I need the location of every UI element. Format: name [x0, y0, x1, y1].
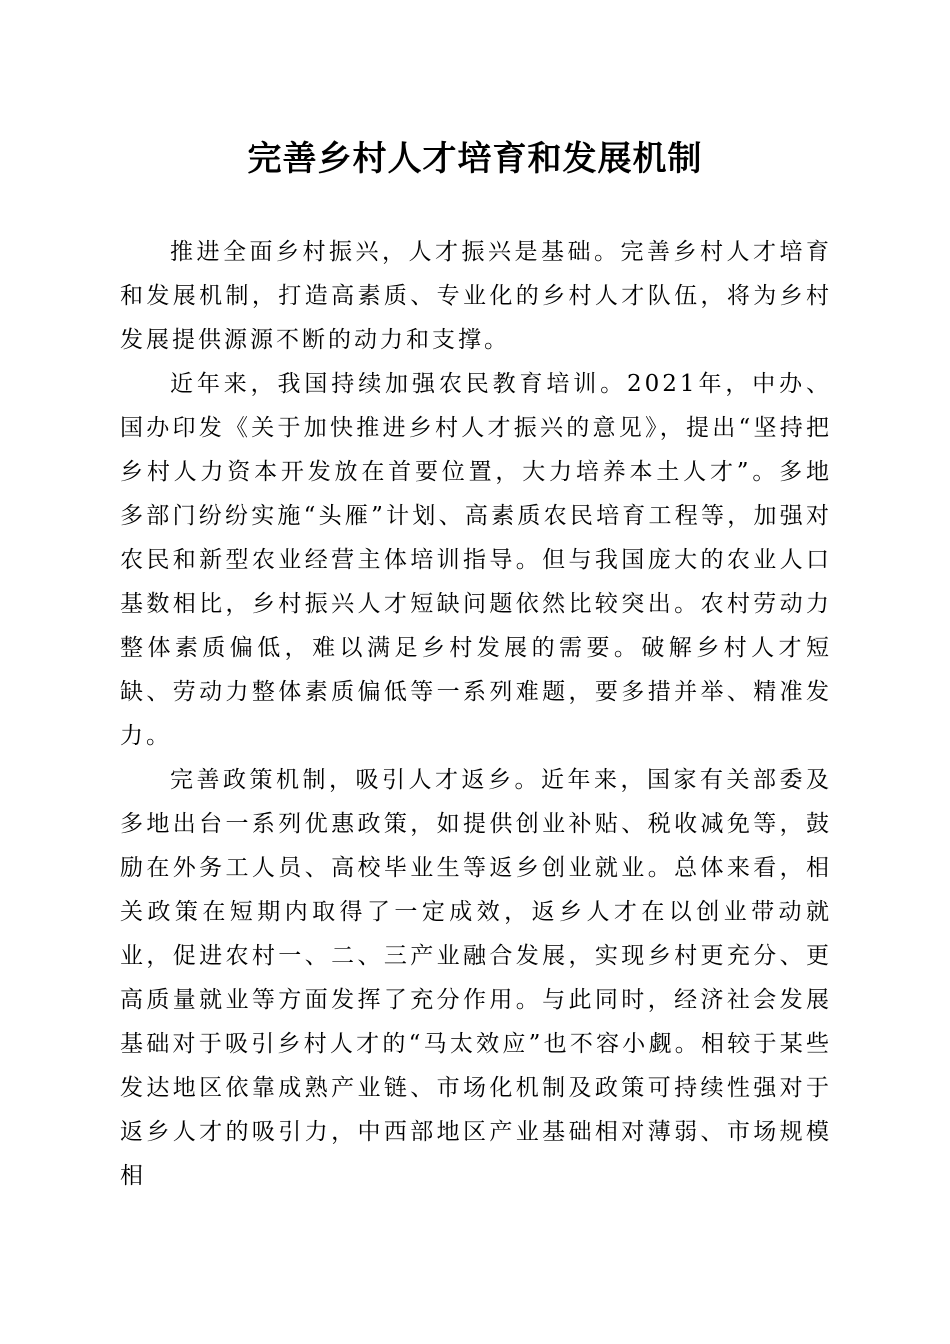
paragraph-1: 推进全面乡村振兴，人才振兴是基础。完善乡村人才培育和发展机制，打造高素质、专业化的乡村人才队伍，将为乡村发展提供源源不断的动力和支撑。 — [120, 239, 832, 353]
paragraph-2: 近年来，我国持续加强农民教育培训。2021年，中办、国办印发《关于加快推进乡村人才振兴的意见》，提出“坚持把乡村人力资本开发放在首要位置，大力培养本土人才”。多地多部门纷纷实施“头雁”计划、高素质农民培育工程等，加强对农民和新型农业经营主体培训指导。但与我国庞大的农业人口基数相比，乡村振兴人才短缺问题依然比较突出。农村劳动力整体素质偏低，难以满足乡村发展的需要。破解乡村人才短缺、劳动力整体素质偏低等一系列难题，要多措并举、精准发力。 — [120, 371, 832, 749]
paragraph-3: 完善政策机制，吸引人才返乡。近年来，国家有关部委及多地出台一系列优惠政策，如提供创业补贴、税收减免等，鼓励在外务工人员、高校毕业生等返乡创业就业。总体来看，相关政策在短期内取得了一定成效，返乡人才在以创业带动就业，促进农村一、二、三产业融合发展，实现乡村更充分、更高质量就业等方面发挥了充分作用。与此同时，经济社会发展基础对于吸引乡村人才的“马太效应”也不容小觑。相较于某些发达地区依靠成熟产业链、市场化机制及政策可持续性强对于返乡人才的吸引力，中西部地区产业基础相对薄弱、市场规模相 — [120, 767, 832, 1189]
document-body — [120, 230, 832, 1198]
document-title: 完善乡村人才培育和发展机制 — [247, 139, 703, 179]
